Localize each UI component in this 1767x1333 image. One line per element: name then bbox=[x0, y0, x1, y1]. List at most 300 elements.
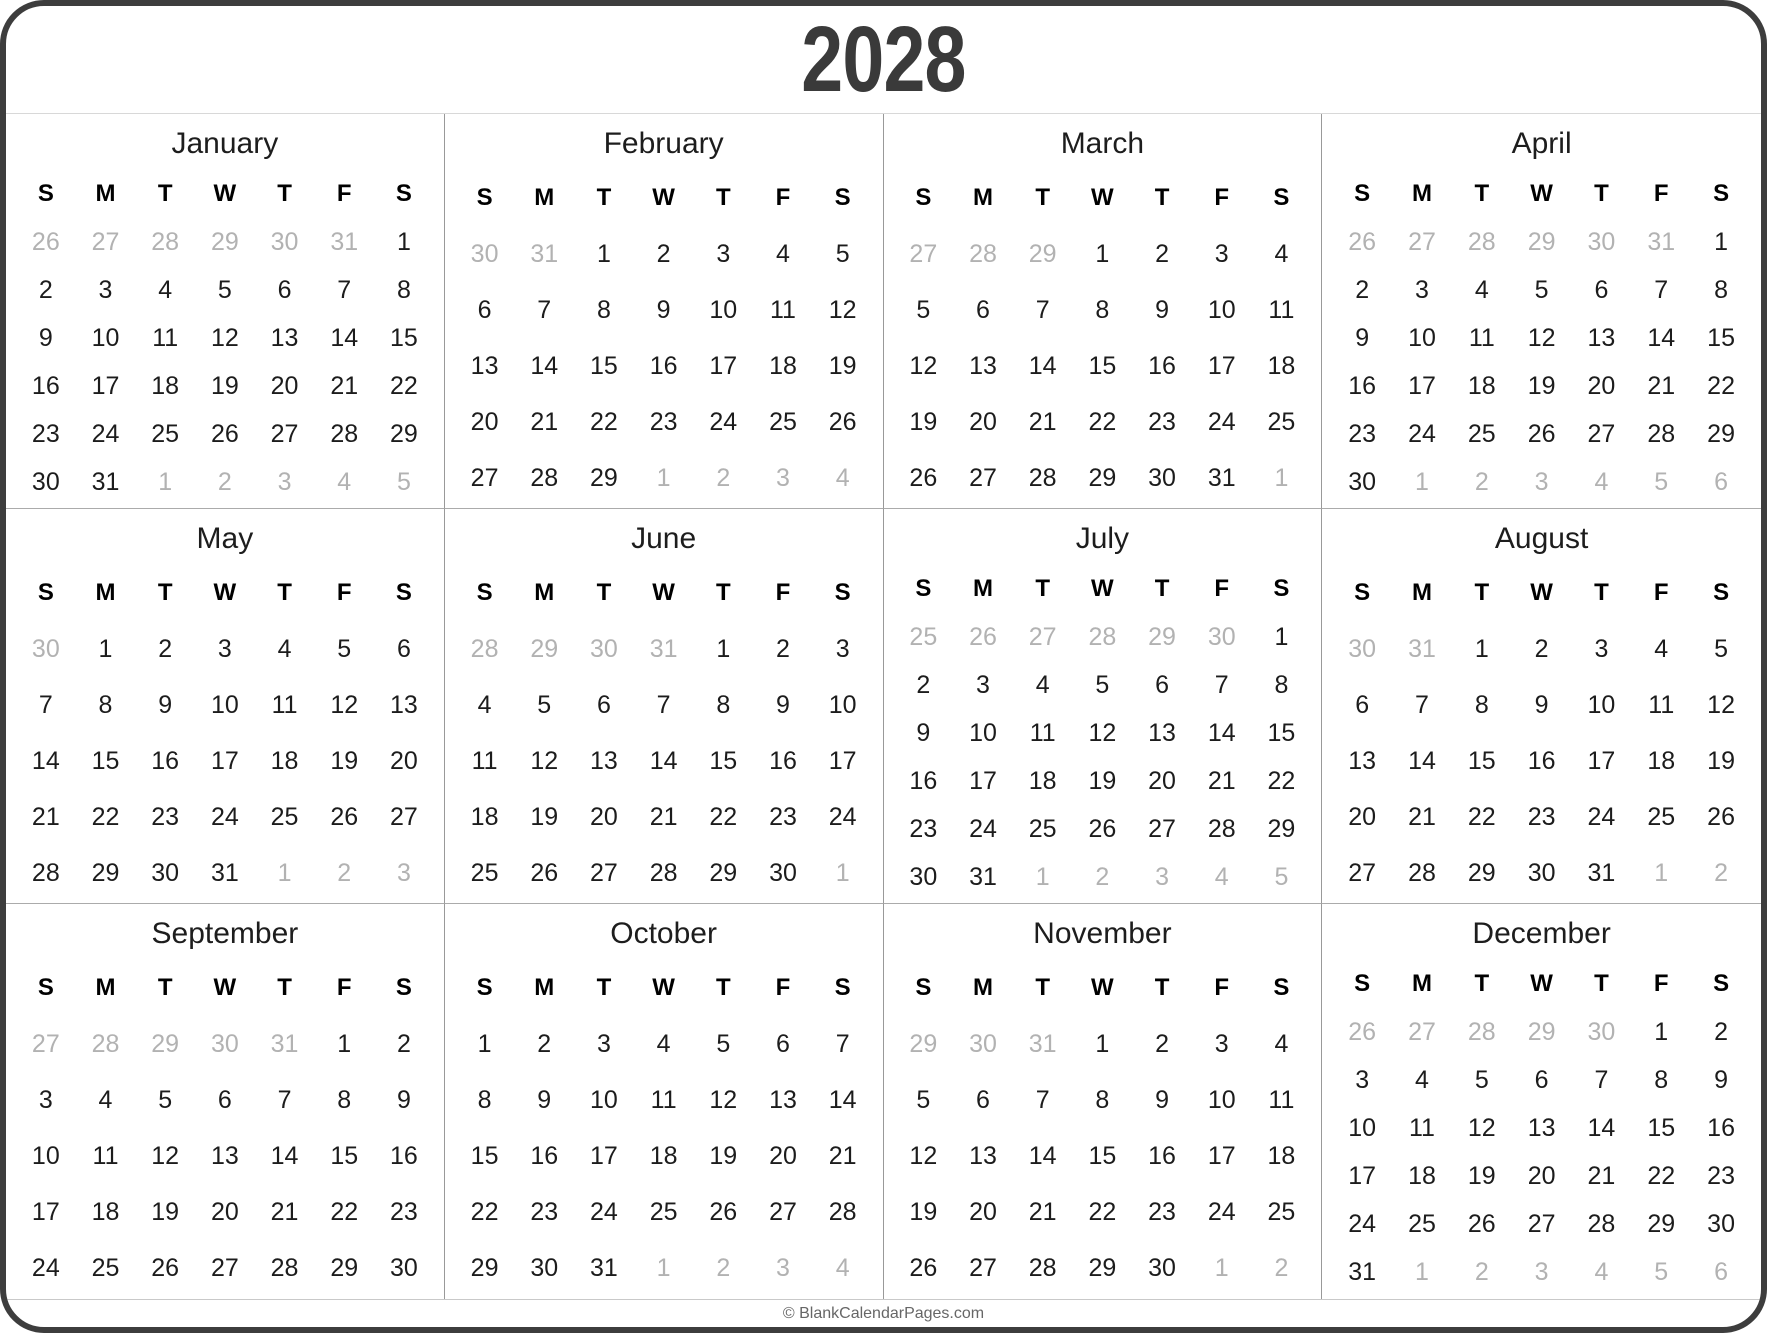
year-title-text: 2028 bbox=[801, 7, 966, 111]
day-of-week-label: S bbox=[476, 579, 493, 606]
date-cell-outside-month: 31 bbox=[330, 227, 359, 256]
date-cell-outside-month: 26 bbox=[969, 622, 997, 651]
date-cell: 2 bbox=[1714, 1017, 1729, 1046]
date-cell: 15 bbox=[590, 351, 618, 380]
date-cell-outside-month: 6 bbox=[1714, 467, 1729, 496]
week-row bbox=[16, 789, 434, 845]
date-cell: 23 bbox=[769, 802, 797, 831]
date-cell: 5 bbox=[1474, 1065, 1489, 1094]
date-cell: 19 bbox=[1467, 1162, 1496, 1191]
date-cell: 15 bbox=[330, 1142, 359, 1171]
date-cell-outside-month: 27 bbox=[31, 1029, 60, 1058]
date-cell-outside-month: 4 bbox=[1214, 862, 1229, 891]
date-cell-outside-month: 26 bbox=[31, 227, 60, 256]
date-cell-outside-month: 30 bbox=[270, 227, 299, 256]
day-of-week-label: F bbox=[775, 974, 791, 1002]
date-cell: 3 bbox=[1415, 275, 1429, 304]
date-cell: 3 bbox=[1214, 239, 1229, 268]
month-title: September bbox=[151, 917, 299, 950]
date-cell-outside-month: 29 bbox=[909, 1029, 938, 1058]
week-row bbox=[1332, 266, 1751, 314]
date-cell: 1 bbox=[1474, 634, 1489, 663]
day-of-week-label: T bbox=[715, 184, 731, 211]
date-cell: 29 bbox=[1707, 419, 1735, 448]
date-cell-outside-month: 29 bbox=[151, 1029, 180, 1058]
month-block-july bbox=[884, 509, 1323, 904]
week-row bbox=[1332, 621, 1751, 677]
month-title: October bbox=[610, 917, 717, 950]
date-cell-outside-month: 29 bbox=[1028, 239, 1057, 268]
date-cell: 1 bbox=[596, 239, 611, 268]
day-of-week-label: F bbox=[1653, 579, 1669, 606]
date-cell: 20 bbox=[210, 1198, 239, 1227]
date-cell: 23 bbox=[1527, 802, 1556, 831]
date-cell: 30 bbox=[151, 858, 180, 887]
date-cell: 15 bbox=[91, 746, 120, 775]
date-cell: 10 bbox=[1348, 1113, 1377, 1142]
week-row bbox=[16, 733, 434, 789]
date-cell-outside-month: 27 bbox=[909, 239, 938, 268]
date-cell: 15 bbox=[1647, 1113, 1676, 1142]
date-cell: 28 bbox=[1028, 1254, 1057, 1283]
date-cell: 28 bbox=[530, 463, 559, 492]
date-cell: 7 bbox=[835, 1029, 850, 1058]
date-cell: 24 bbox=[1207, 407, 1236, 436]
date-cell: 24 bbox=[1348, 1210, 1377, 1239]
date-cell: 4 bbox=[1654, 634, 1669, 663]
date-cell-outside-month: 29 bbox=[530, 634, 559, 663]
date-cell: 6 bbox=[396, 634, 411, 663]
week-row bbox=[455, 1129, 873, 1185]
date-cell: 18 bbox=[769, 351, 797, 380]
date-cell: 30 bbox=[389, 1254, 418, 1283]
date-cell: 6 bbox=[596, 690, 611, 719]
date-cell: 7 bbox=[1035, 295, 1050, 324]
date-cell: 20 bbox=[590, 802, 618, 831]
week-row bbox=[894, 1072, 1312, 1128]
date-cell: 27 bbox=[769, 1198, 797, 1227]
date-cell: 9 bbox=[1155, 1085, 1169, 1114]
date-cell: 7 bbox=[656, 690, 671, 719]
month-block-april bbox=[1322, 114, 1761, 509]
date-cell: 2 bbox=[1155, 239, 1169, 268]
date-cell: 18 bbox=[91, 1198, 120, 1227]
day-headers-row bbox=[455, 960, 873, 1016]
date-cell: 12 bbox=[909, 351, 938, 380]
week-row bbox=[16, 362, 434, 410]
day-of-week-label: S bbox=[395, 180, 412, 207]
date-cell: 9 bbox=[656, 295, 671, 324]
date-cell: 24 bbox=[31, 1254, 60, 1283]
date-cell: 16 bbox=[1148, 351, 1176, 380]
date-cell-outside-month: 1 bbox=[277, 858, 292, 887]
date-cell: 14 bbox=[1587, 1113, 1616, 1142]
date-cell: 28 bbox=[1647, 419, 1676, 448]
week-row bbox=[455, 282, 873, 338]
day-of-week-label: F bbox=[1214, 974, 1230, 1002]
date-cell: 9 bbox=[776, 690, 790, 719]
day-of-week-label: T bbox=[277, 974, 292, 1002]
date-cell: 23 bbox=[1348, 419, 1377, 448]
date-cell: 9 bbox=[537, 1085, 552, 1114]
date-cell: 12 bbox=[151, 1142, 180, 1171]
week-row bbox=[455, 226, 873, 282]
day-headers-row bbox=[894, 565, 1312, 613]
day-of-week-label: S bbox=[915, 184, 932, 211]
date-cell: 31 bbox=[1348, 1258, 1377, 1287]
date-cell: 3 bbox=[596, 1029, 611, 1058]
date-cell: 22 bbox=[1707, 371, 1735, 400]
date-cell: 6 bbox=[1534, 1065, 1549, 1094]
day-of-week-label: W bbox=[1530, 180, 1553, 207]
date-cell: 21 bbox=[1028, 1198, 1057, 1227]
day-of-week-label: T bbox=[157, 579, 173, 606]
week-row bbox=[16, 1072, 434, 1128]
month-block-january bbox=[6, 114, 445, 509]
date-cell: 4 bbox=[1274, 1029, 1289, 1058]
date-cell: 25 bbox=[270, 802, 299, 831]
day-of-week-label: T bbox=[1594, 180, 1609, 207]
day-of-week-label: M bbox=[973, 974, 993, 1002]
date-cell-outside-month: 6 bbox=[1714, 1258, 1729, 1287]
date-cell: 6 bbox=[477, 295, 492, 324]
week-row bbox=[16, 1185, 434, 1241]
date-cell: 30 bbox=[769, 858, 797, 887]
date-cell: 7 bbox=[1214, 670, 1229, 699]
date-cell: 11 bbox=[471, 746, 498, 775]
date-cell-outside-month: 30 bbox=[31, 634, 60, 663]
date-cell: 27 bbox=[1587, 419, 1616, 448]
date-cell: 9 bbox=[396, 1085, 411, 1114]
date-cell: 19 bbox=[1527, 371, 1556, 400]
date-cell: 23 bbox=[151, 802, 180, 831]
date-cell-outside-month: 31 bbox=[1028, 1029, 1057, 1058]
week-row bbox=[894, 709, 1312, 757]
date-cell-outside-month: 2 bbox=[1714, 858, 1729, 887]
date-cell: 17 bbox=[969, 766, 997, 795]
date-cell-outside-month: 2 bbox=[716, 1254, 731, 1283]
date-cell-outside-month: 30 bbox=[1348, 634, 1377, 663]
date-cell: 2 bbox=[1355, 275, 1370, 304]
date-cell: 26 bbox=[151, 1254, 180, 1283]
date-cell: 11 bbox=[650, 1085, 677, 1114]
date-cell-outside-month: 31 bbox=[270, 1029, 299, 1058]
date-cell: 15 bbox=[709, 746, 738, 775]
date-cell-outside-month: 27 bbox=[1408, 1017, 1436, 1046]
date-cell: 29 bbox=[470, 1254, 499, 1283]
date-cell: 29 bbox=[389, 419, 418, 448]
date-cell: 3 bbox=[1355, 1065, 1370, 1094]
date-cell: 2 bbox=[396, 1029, 411, 1058]
date-cell: 5 bbox=[337, 634, 352, 663]
date-cell: 21 bbox=[828, 1142, 857, 1171]
date-cell-outside-month: 29 bbox=[1527, 227, 1556, 256]
date-cell: 11 bbox=[1468, 323, 1495, 352]
day-of-week-label: T bbox=[1594, 579, 1609, 606]
date-cell: 18 bbox=[1647, 746, 1676, 775]
date-cell: 9 bbox=[158, 690, 173, 719]
date-cell: 2 bbox=[158, 634, 173, 663]
date-cell: 24 bbox=[1587, 802, 1616, 831]
date-cell: 18 bbox=[1467, 371, 1496, 400]
day-of-week-label: T bbox=[1154, 575, 1170, 602]
date-cell: 18 bbox=[1028, 766, 1057, 795]
date-cell: 30 bbox=[1348, 467, 1377, 496]
date-cell: 11 bbox=[1268, 1085, 1295, 1114]
date-cell: 8 bbox=[1654, 1065, 1669, 1094]
date-cell-outside-month: 2 bbox=[1474, 467, 1489, 496]
date-cell-outside-month: 1 bbox=[1415, 1258, 1429, 1287]
date-cell: 4 bbox=[1415, 1065, 1429, 1094]
date-cell-outside-month: 27 bbox=[91, 227, 120, 256]
date-cell: 28 bbox=[649, 858, 678, 887]
date-cell: 27 bbox=[1527, 1210, 1556, 1239]
date-cell: 13 bbox=[1587, 323, 1616, 352]
date-cell: 9 bbox=[1714, 1065, 1729, 1094]
week-row bbox=[894, 394, 1312, 450]
date-cell: 1 bbox=[1095, 1029, 1110, 1058]
date-cell: 22 bbox=[590, 407, 618, 436]
date-cell-outside-month: 28 bbox=[151, 227, 180, 256]
date-cell-outside-month: 4 bbox=[835, 463, 850, 492]
date-cell: 15 bbox=[389, 323, 418, 352]
date-cell: 6 bbox=[976, 295, 990, 324]
date-cell: 2 bbox=[537, 1029, 552, 1058]
week-row bbox=[1332, 1056, 1751, 1104]
month-table bbox=[894, 960, 1312, 1297]
date-cell: 27 bbox=[270, 419, 299, 448]
date-cell: 20 bbox=[1587, 371, 1616, 400]
date-cell: 5 bbox=[217, 275, 232, 304]
date-cell: 9 bbox=[916, 718, 931, 747]
day-of-week-label: W bbox=[1530, 579, 1553, 606]
day-of-week-label: S bbox=[476, 974, 493, 1002]
day-of-week-label: S bbox=[395, 974, 412, 1002]
date-cell: 27 bbox=[1148, 814, 1176, 843]
date-cell: 10 bbox=[828, 690, 857, 719]
day-of-week-label: T bbox=[1035, 184, 1051, 211]
date-cell: 28 bbox=[270, 1254, 299, 1283]
date-cell: 5 bbox=[716, 1029, 731, 1058]
date-cell: 12 bbox=[1467, 1113, 1496, 1142]
date-cell: 4 bbox=[1474, 275, 1489, 304]
date-cell: 7 bbox=[1654, 275, 1669, 304]
date-cell: 24 bbox=[969, 814, 997, 843]
date-cell-outside-month: 5 bbox=[1274, 862, 1289, 891]
date-cell: 5 bbox=[1095, 670, 1110, 699]
date-cell: 18 bbox=[1408, 1162, 1436, 1191]
day-headers-row bbox=[894, 960, 1312, 1016]
date-cell: 28 bbox=[330, 419, 359, 448]
date-cell: 25 bbox=[769, 407, 797, 436]
day-of-week-label: M bbox=[973, 184, 993, 211]
week-row bbox=[16, 677, 434, 733]
date-cell: 24 bbox=[590, 1198, 618, 1227]
date-cell: 5 bbox=[835, 239, 850, 268]
month-title: March bbox=[1060, 127, 1145, 160]
date-cell: 27 bbox=[210, 1254, 239, 1283]
date-cell: 7 bbox=[38, 690, 53, 719]
date-cell: 16 bbox=[649, 351, 678, 380]
day-of-week-label: M bbox=[1411, 579, 1432, 606]
date-cell: 19 bbox=[530, 802, 559, 831]
day-of-week-label: M bbox=[534, 184, 555, 211]
date-cell: 28 bbox=[1028, 463, 1057, 492]
date-cell: 15 bbox=[470, 1142, 499, 1171]
day-of-week-label: S bbox=[1713, 579, 1730, 606]
date-cell: 13 bbox=[969, 351, 997, 380]
date-cell: 18 bbox=[470, 802, 499, 831]
day-of-week-label: S bbox=[37, 579, 54, 606]
day-of-week-label: F bbox=[336, 974, 352, 1002]
month-table bbox=[16, 565, 434, 901]
date-cell: 24 bbox=[1408, 419, 1436, 448]
date-cell-outside-month: 2 bbox=[1474, 1258, 1489, 1287]
week-row bbox=[16, 458, 434, 506]
date-cell: 19 bbox=[909, 407, 938, 436]
day-of-week-label: F bbox=[775, 184, 791, 211]
day-of-week-label: S bbox=[395, 579, 412, 606]
date-cell: 21 bbox=[530, 407, 559, 436]
day-of-week-label: S bbox=[1273, 184, 1290, 211]
month-table bbox=[16, 960, 434, 1297]
day-of-week-label: T bbox=[1035, 974, 1051, 1002]
date-cell: 16 bbox=[769, 746, 797, 775]
date-cell: 28 bbox=[1207, 814, 1236, 843]
day-of-week-label: T bbox=[1594, 970, 1609, 998]
date-cell-outside-month: 1 bbox=[656, 1254, 671, 1283]
day-of-week-label: T bbox=[596, 974, 612, 1002]
date-cell: 12 bbox=[1088, 718, 1117, 747]
date-cell: 14 bbox=[530, 351, 559, 380]
date-cell: 13 bbox=[470, 351, 499, 380]
months-grid bbox=[6, 114, 1761, 1299]
day-of-week-label: T bbox=[1154, 974, 1170, 1002]
date-cell: 12 bbox=[828, 295, 857, 324]
date-cell: 21 bbox=[330, 371, 359, 400]
date-cell: 21 bbox=[31, 802, 60, 831]
date-cell: 6 bbox=[1155, 670, 1169, 699]
date-cell-outside-month: 27 bbox=[1408, 227, 1436, 256]
date-cell: 13 bbox=[1148, 718, 1176, 747]
day-of-week-label: S bbox=[1354, 579, 1371, 606]
date-cell: 26 bbox=[1467, 1210, 1496, 1239]
date-cell-outside-month: 1 bbox=[835, 858, 850, 887]
week-row bbox=[16, 1241, 434, 1297]
date-cell: 5 bbox=[1714, 634, 1729, 663]
date-cell-outside-month: 29 bbox=[1527, 1017, 1556, 1046]
date-cell: 24 bbox=[709, 407, 738, 436]
month-block-december bbox=[1322, 904, 1761, 1299]
date-cell: 7 bbox=[337, 275, 352, 304]
month-block-february bbox=[445, 114, 884, 509]
date-cell: 11 bbox=[1268, 295, 1295, 324]
date-cell: 20 bbox=[389, 746, 418, 775]
date-cell: 8 bbox=[1474, 690, 1489, 719]
date-cell: 10 bbox=[1408, 323, 1436, 352]
date-cell: 5 bbox=[537, 690, 552, 719]
date-cell: 9 bbox=[1534, 690, 1549, 719]
date-cell: 5 bbox=[916, 1085, 931, 1114]
day-of-week-label: T bbox=[1154, 184, 1170, 211]
date-cell: 27 bbox=[969, 463, 997, 492]
week-row bbox=[1332, 1249, 1751, 1297]
date-cell-outside-month: 30 bbox=[210, 1029, 239, 1058]
week-row bbox=[16, 314, 434, 362]
date-cell: 12 bbox=[1707, 690, 1735, 719]
date-cell: 22 bbox=[1467, 802, 1496, 831]
week-row bbox=[1332, 458, 1751, 506]
date-cell: 10 bbox=[590, 1085, 618, 1114]
date-cell: 31 bbox=[1207, 463, 1236, 492]
day-of-week-label: S bbox=[834, 579, 851, 606]
week-row bbox=[894, 1185, 1312, 1241]
date-cell: 6 bbox=[776, 1029, 790, 1058]
date-cell: 2 bbox=[776, 634, 790, 663]
date-cell: 14 bbox=[828, 1085, 857, 1114]
date-cell-outside-month: 3 bbox=[1534, 1258, 1549, 1287]
day-headers-row bbox=[16, 170, 434, 218]
date-cell-outside-month: 28 bbox=[1467, 1017, 1496, 1046]
date-cell: 23 bbox=[389, 1198, 418, 1227]
week-row bbox=[894, 805, 1312, 853]
date-cell: 6 bbox=[277, 275, 292, 304]
date-cell: 21 bbox=[649, 802, 678, 831]
date-cell-outside-month: 28 bbox=[91, 1029, 120, 1058]
date-cell: 22 bbox=[1088, 407, 1117, 436]
date-cell: 22 bbox=[470, 1198, 499, 1227]
month-table bbox=[455, 170, 873, 506]
day-of-week-label: W bbox=[652, 184, 675, 211]
date-cell-outside-month: 26 bbox=[1348, 227, 1377, 256]
day-of-week-label: F bbox=[1653, 180, 1669, 207]
date-cell-outside-month: 2 bbox=[716, 463, 731, 492]
date-cell: 7 bbox=[1415, 690, 1429, 719]
date-cell: 26 bbox=[210, 419, 239, 448]
date-cell: 1 bbox=[337, 1029, 352, 1058]
day-of-week-label: T bbox=[715, 579, 731, 606]
date-cell: 8 bbox=[1095, 1085, 1110, 1114]
date-cell-outside-month: 4 bbox=[835, 1254, 850, 1283]
date-cell: 13 bbox=[590, 746, 618, 775]
date-cell: 3 bbox=[1214, 1029, 1229, 1058]
date-cell: 23 bbox=[1707, 1162, 1735, 1191]
date-cell: 18 bbox=[649, 1142, 678, 1171]
date-cell: 4 bbox=[98, 1085, 113, 1114]
date-cell: 3 bbox=[976, 670, 990, 699]
week-row bbox=[16, 621, 434, 677]
day-of-week-label: W bbox=[1091, 575, 1114, 602]
date-cell: 26 bbox=[530, 858, 559, 887]
month-table bbox=[1332, 170, 1751, 506]
date-cell: 25 bbox=[1028, 814, 1057, 843]
day-headers-row bbox=[1332, 960, 1751, 1008]
date-cell: 8 bbox=[337, 1085, 352, 1114]
date-cell: 22 bbox=[1647, 1162, 1676, 1191]
week-row bbox=[455, 789, 873, 845]
date-cell: 15 bbox=[1088, 351, 1117, 380]
date-cell-outside-month: 4 bbox=[1594, 467, 1609, 496]
date-cell: 28 bbox=[1408, 858, 1436, 887]
date-cell: 18 bbox=[151, 371, 180, 400]
date-cell: 30 bbox=[31, 467, 60, 496]
date-cell-outside-month: 30 bbox=[969, 1029, 997, 1058]
date-cell-outside-month: 3 bbox=[277, 467, 292, 496]
week-row bbox=[455, 621, 873, 677]
date-cell: 23 bbox=[649, 407, 678, 436]
date-cell: 15 bbox=[1267, 718, 1296, 747]
day-of-week-label: T bbox=[1474, 180, 1490, 207]
